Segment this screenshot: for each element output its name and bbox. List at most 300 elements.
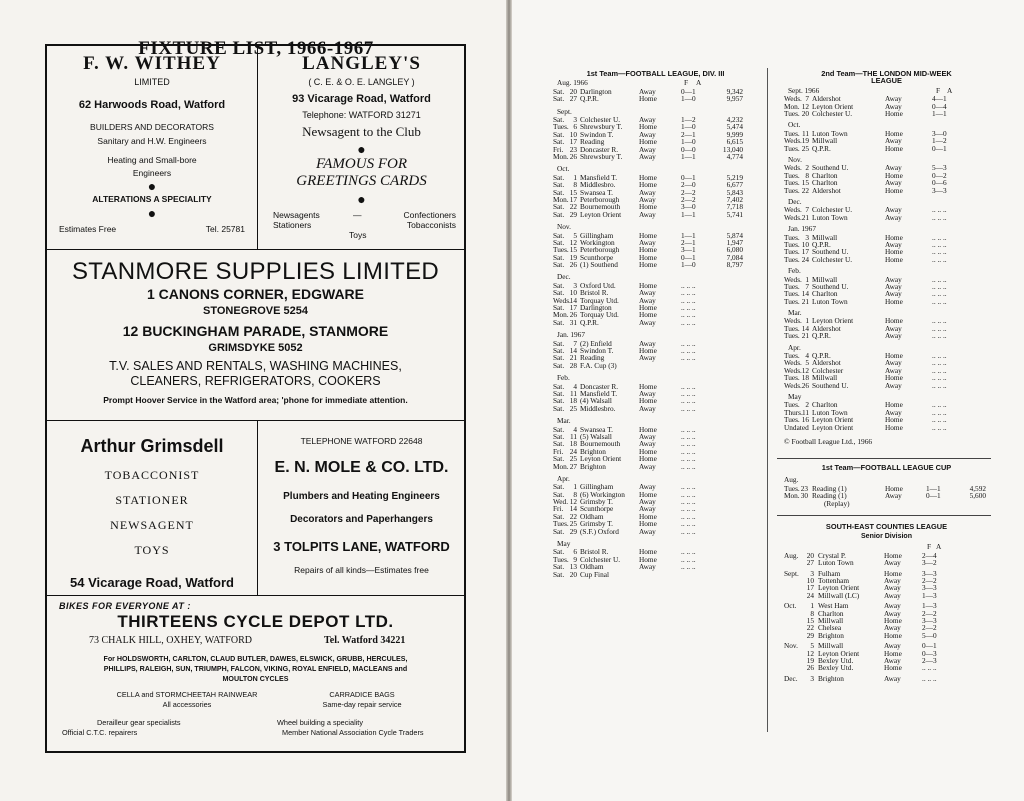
fixture-day: Tues. (784, 415, 800, 425)
fixture-venue: Away (885, 163, 902, 173)
fixture-score: 1—1 (681, 230, 696, 240)
fixture-attendance: 5,474 (726, 122, 743, 132)
fixture-score: 1—0 (681, 137, 696, 147)
fixture-venue: Home (639, 245, 657, 255)
fixture-date: 4 (573, 381, 577, 391)
fixture-venue: Home (885, 351, 903, 361)
fixture-attendance: 7,718 (726, 202, 743, 212)
fixture-venue: Away (639, 338, 656, 348)
fixture-row (553, 319, 758, 326)
column-f-label: F (684, 78, 689, 88)
fixture-attendance: 5,219 (726, 172, 743, 182)
fixture-day: Sat. (553, 338, 565, 348)
thirteens-brands: PHILLIPS, RALEIGH, SUN, TRIUMPH, FALCON, VIKING, ROYAL ENFIELD, MACLEANS and (103, 665, 408, 673)
fixture-date: 17 (569, 303, 577, 313)
thirteens-derailleur: Derailleur gear specialists (97, 718, 181, 727)
first-team-title: 1st Team—FOOTBALL LEAGUE, DIV. III (586, 69, 725, 78)
month-heading: Nov. (788, 154, 802, 164)
fixture-score: 2—2 (681, 187, 696, 197)
fixture-date: 11 (569, 431, 577, 441)
fixture-opponent: Mansfield T. (580, 388, 618, 398)
fixture-venue: Home (884, 568, 902, 578)
fixture-score: 2—4 (922, 550, 937, 560)
fixture-venue: Home (885, 373, 903, 383)
fixture-date: 26 (806, 663, 814, 673)
fixture-attendance: 5,600 (969, 491, 986, 501)
fixture-day: Mon. (784, 491, 800, 501)
fixture-attendance: 7,402 (726, 194, 743, 204)
fixture-date: 17 (806, 583, 814, 593)
fixture-row (553, 528, 758, 535)
month-heading: May (557, 539, 571, 549)
mole-line-1: Plumbers and Heating Engineers (283, 491, 440, 502)
fixture-day: Tues. (553, 122, 569, 132)
south-east-table (784, 543, 989, 682)
fixture-opponent: Luton Town (812, 407, 848, 417)
fixture-date: 29 (569, 209, 577, 219)
column-f-label: F (936, 85, 941, 95)
thirteens-carradice: Same-day repair service (322, 700, 402, 709)
fixture-date: 22 (569, 202, 577, 212)
fixture-venue: Away (885, 407, 902, 417)
fixture-day: Tues. (784, 254, 800, 264)
fixture-date: 26 (801, 380, 809, 390)
month-heading: Aug. 1966 (557, 78, 588, 88)
month-heading: Apr. (788, 342, 801, 352)
month-heading: Dec. (784, 673, 798, 683)
fixture-row (553, 211, 758, 218)
fixture-attendance: 6,080 (726, 245, 743, 255)
league-cup-fixtures (784, 464, 989, 507)
fixture-date: 15 (801, 178, 809, 188)
second-team-title: 2nd Team—THE LONDON MID-WEEK (821, 69, 952, 78)
fixture-opponent: Southend U. (812, 380, 849, 390)
month-heading: Aug. (784, 550, 799, 560)
fixture-row (553, 362, 758, 369)
fixture-venue: Away (885, 178, 902, 188)
grimsdell-line: TOBACCONIST (104, 468, 200, 482)
thirteens-carradice: CARRADICE BAGS (329, 690, 395, 699)
fixture-score: .. .. .. (681, 424, 696, 434)
fixture-opponent: Leyton Orient (818, 583, 860, 593)
fixture-score: 0—2 (932, 170, 947, 180)
fixture-day: Tues. (784, 296, 800, 306)
fixture-venue: Away (885, 274, 902, 284)
month-heading: Sept. (557, 106, 572, 116)
fixture-day: Weds. (784, 380, 802, 390)
fixture-day: Undated (784, 422, 809, 432)
fixture-venue: Home (639, 511, 657, 521)
fixture-score: .. .. .. (681, 303, 696, 313)
fixture-date: 3 (810, 568, 814, 578)
fixture-day: Tues. (784, 281, 800, 291)
fixture-venue: Home (639, 489, 657, 499)
fixture-date: 28 (569, 360, 577, 370)
fixture-score: 3—3 (922, 568, 937, 578)
fixture-opponent: Aldershot (812, 323, 841, 333)
fixture-day: Sat. (553, 424, 565, 434)
fixture-score: 2—2 (681, 194, 696, 204)
fixture-date: 5 (573, 230, 577, 240)
fixture-date: 20 (569, 86, 577, 96)
fixture-opponent: Reading (580, 137, 605, 147)
fixture-score: .. .. .. (932, 351, 947, 361)
fixture-score: .. .. .. (681, 288, 696, 298)
fixture-opponent: Colchester U. (580, 115, 621, 124)
fixture-venue: Away (884, 575, 901, 585)
withey-line: Sanitary and H.W. Engineers (97, 136, 207, 146)
fixture-attendance: 1,947 (726, 237, 743, 247)
fixture-score: .. .. .. (681, 489, 696, 499)
fixture-date: 4 (573, 424, 577, 434)
fixture-day: Thurs. (784, 407, 803, 417)
fixture-opponent: (6) Workington (580, 489, 625, 499)
fixture-day: Sat. (553, 86, 565, 96)
fixture-date: 16 (801, 415, 809, 425)
fixture-venue: Away (639, 209, 656, 219)
fixture-date: 29 (806, 630, 814, 640)
month-heading: Mar. (557, 416, 571, 426)
fixture-day: Tues. (784, 400, 800, 410)
fixture-opponent: (2) Enfield (580, 338, 612, 348)
fixture-date: 14 (569, 346, 577, 355)
fixture-venue: Home (639, 310, 657, 320)
fixture-score: .. .. .. (681, 396, 696, 406)
fixture-opponent: Doncaster R. (580, 144, 619, 154)
fixture-venue: Away (639, 388, 656, 398)
fixture-day: Weds. (784, 274, 802, 284)
fixture-score: .. .. .. (932, 358, 947, 368)
fixture-opponent: Q.P.R. (580, 94, 599, 104)
fixture-opponent: Reading (1) (812, 483, 847, 493)
fixture-opponent: Reading (580, 353, 605, 363)
fixture-opponent: Colchester U. (812, 254, 853, 264)
fixture-venue: Home (639, 303, 657, 313)
fixture-date: 10 (569, 129, 577, 139)
fixture-day: Tues. (784, 109, 800, 118)
fixture-attendance: 8,797 (726, 260, 743, 270)
fixture-day: Weds. (784, 205, 802, 215)
fixture-day: Tues. (553, 245, 569, 255)
month-heading: Nov. (784, 641, 798, 651)
fixture-venue: Away (639, 187, 656, 197)
fixture-score: .. .. .. (681, 280, 696, 290)
fixture-opponent: Brighton (580, 446, 606, 456)
fixture-score: .. .. .. (681, 338, 696, 348)
fixture-score: .. .. .. (681, 439, 696, 449)
fixture-date: 22 (801, 185, 809, 195)
fixture-opponent: Darlington (580, 86, 612, 96)
fixture-opponent: Aldershot (812, 94, 841, 104)
fixture-row (553, 95, 758, 102)
fixture-row (784, 664, 989, 671)
fixture-opponent: Leyton Orient (580, 209, 622, 219)
fixture-score: .. .. .. (922, 673, 937, 683)
fixture-row (784, 110, 989, 117)
fixture-row (784, 214, 989, 221)
fixture-venue: Home (885, 316, 903, 326)
mole-address: 3 TOLPITS LANE, WATFORD (273, 539, 450, 554)
fixture-date: 19 (801, 136, 809, 146)
fixture-venue: Home (639, 346, 657, 355)
month-heading: Oct. (788, 120, 801, 130)
fixture-opponent: Leyton Orient (812, 415, 854, 425)
fixture-day: Sat. (553, 252, 565, 262)
fixture-venue: Home (885, 109, 903, 118)
fixture-day: Sat. (553, 172, 565, 182)
fixture-opponent: Fulham (818, 568, 841, 578)
fixture-score: 1—3 (922, 590, 937, 600)
fixture-opponent: Crystal P. (818, 550, 846, 560)
fixture-score: 3—3 (922, 583, 937, 593)
fixture-opponent: Tottenham (818, 575, 850, 585)
fixture-date: 1 (805, 274, 809, 284)
fixture-venue: Away (885, 491, 902, 501)
fixture-day: Sat. (553, 511, 565, 521)
fixture-score: 0—1 (932, 143, 947, 153)
fixture-score: 1—1 (681, 209, 696, 219)
fixture-score: 0—1 (922, 641, 937, 651)
fixture-opponent: Millwall (812, 373, 838, 383)
fixture-day: Sat. (553, 237, 565, 247)
fixture-day: Sat. (553, 381, 565, 391)
second-team-title: LEAGUE (871, 76, 902, 86)
fixture-date: 31 (569, 317, 577, 327)
fixture-date: 17 (801, 247, 809, 257)
fixture-date: 6 (573, 122, 577, 132)
fixture-opponent: Aldershot (812, 185, 841, 195)
fixture-opponent: Colchester U. (812, 109, 853, 118)
fixture-venue: Home (884, 663, 902, 673)
fixture-opponent: Leyton Orient (812, 316, 854, 326)
fixture-date: 4 (805, 351, 809, 361)
fixture-opponent: Swansea T. (580, 424, 613, 434)
fixture-date: 14 (569, 504, 577, 514)
mole-repairs: Repairs of all kinds—Estimates free (294, 565, 429, 575)
fixture-score: 1—1 (926, 483, 941, 493)
thirteens-brands: For HOLDSWORTH, CARLTON, CLAUD BUTLER, DAWES, ELSWICK, GRUBB, HERCULES, (103, 655, 408, 663)
fixture-venue: Away (884, 601, 901, 611)
fixture-score: .. .. .. (681, 554, 696, 564)
fixture-date: 15 (806, 615, 814, 625)
fixture-score: .. .. .. (932, 373, 947, 383)
fixture-score: .. .. .. (932, 274, 947, 284)
fixture-score: 0—1 (681, 172, 696, 182)
fixture-date: 26 (569, 260, 577, 270)
fixture-score: .. .. .. (932, 232, 947, 242)
fixture-date: 3 (573, 115, 577, 124)
fixture-venue: Away (639, 439, 656, 449)
column-divider (767, 68, 768, 732)
fixture-date: 12 (801, 101, 809, 111)
fixture-venue: Away (884, 623, 901, 633)
fixture-day: Sat. (553, 388, 565, 398)
fixture-date: 8 (573, 180, 577, 190)
fixture-opponent: F.A. Cup (3) (580, 360, 617, 370)
fixture-day: Tues. (784, 143, 800, 153)
fixture-opponent: Torquay Utd. (580, 295, 619, 305)
fixture-day: Mon. (553, 310, 569, 320)
langley-dash: — (353, 210, 362, 220)
fixture-venue: Away (884, 641, 901, 651)
fixture-score: .. .. .. (681, 353, 696, 363)
month-heading: Apr. (557, 473, 570, 483)
fixture-opponent: Leyton Orient (818, 648, 860, 658)
fixture-day: Sat. (553, 403, 565, 413)
month-heading: Dec. (788, 196, 802, 206)
fixture-date: 22 (806, 623, 814, 633)
column-a-label: A (696, 78, 702, 88)
fixture-score: 1—0 (681, 122, 696, 132)
fixture-date: 21 (801, 212, 809, 222)
fixture-date: 8 (573, 489, 577, 499)
fixture-venue: Home (639, 202, 657, 212)
fixture-attendance: 5,874 (726, 230, 743, 240)
fixture-opponent: Charlton (812, 178, 838, 188)
fixture-venue: Away (885, 101, 902, 111)
thirteens-name: THIRTEENS CYCLE DEPOT LTD. (117, 612, 394, 631)
fixture-date: 27 (569, 94, 577, 104)
fixture-day: Weds. (784, 212, 802, 222)
fixture-venue: Away (639, 295, 656, 305)
fixture-score: .. .. .. (932, 281, 947, 291)
fixture-date: 25 (569, 454, 577, 464)
fixture-day: Sat. (553, 489, 565, 499)
fixture-venue: Home (885, 170, 903, 180)
fixture-venue: Home (639, 519, 657, 529)
stanmore-service: Prompt Hoover Service in the Watford area; 'phone for immediate attention. (103, 395, 408, 405)
divider (257, 420, 258, 595)
fixture-opponent: Darlington (580, 303, 612, 313)
grimsdell-line: NEWSAGENT (110, 518, 194, 532)
fixture-date: 15 (569, 245, 577, 255)
fixture-day: Sat. (553, 137, 565, 147)
fixture-date: 7 (805, 281, 809, 291)
month-heading: Sept. 1966 (788, 85, 820, 95)
fixture-opponent: Peterborough (580, 194, 620, 204)
fixture-score: .. .. .. (681, 461, 696, 471)
fixture-date: 12 (569, 497, 577, 507)
month-heading: Oct. (784, 601, 797, 611)
fixture-row (553, 261, 758, 268)
fixture-opponent: Colchester U. (812, 205, 853, 215)
grimsdell-line: TOYS (134, 543, 170, 557)
withey-tel: Tel. 25781 (205, 224, 245, 234)
fixture-opponent: Charlton (812, 289, 838, 299)
fixture-venue: Home (639, 94, 657, 104)
fixture-day: Weds. (784, 358, 802, 368)
fixture-row (784, 187, 989, 194)
fixture-date: 18 (569, 439, 577, 449)
fixture-day: Sat. (553, 439, 565, 449)
fixture-score: 0—1 (926, 491, 941, 501)
fixture-day: Tues. (784, 289, 800, 299)
fixture-day: Sat. (553, 209, 565, 219)
fixture-opponent: Gillingham (580, 230, 614, 240)
fixture-venue: Away (639, 86, 656, 96)
fixture-score: .. .. .. (681, 454, 696, 464)
fixture-day: Tues. (784, 323, 800, 333)
langley-greetings: GREETINGS CARDS (296, 173, 427, 189)
fixture-date: 27 (806, 558, 814, 568)
fixture-date: 17 (569, 137, 577, 147)
fixture-opponent: Millwall (812, 136, 838, 146)
fixture-venue: Home (639, 122, 657, 132)
fixture-date: 7 (573, 338, 577, 348)
fixture-opponent: Leyton Orient (580, 454, 622, 464)
fixture-day: Sat. (553, 230, 565, 240)
fixture-day: Sat. (553, 547, 565, 557)
fixture-opponent: West Ham (818, 601, 849, 611)
fixture-score: .. .. .. (681, 446, 696, 456)
fixture-venue: Away (885, 365, 902, 375)
fixture-day: Tues. (784, 170, 800, 180)
fixture-opponent: Millwall (812, 232, 838, 242)
stanmore-advert (47, 251, 464, 419)
fixture-date: 23 (569, 144, 577, 154)
fixture-opponent: Torquay Utd. (580, 310, 619, 320)
fixture-venue: Away (885, 331, 902, 341)
thirteens-tagline: BIKES FOR EVERYONE AT : (59, 601, 191, 611)
mole-line-2: Decorators and Paperhangers (290, 514, 433, 525)
fixture-venue: Away (639, 317, 656, 327)
fixture-date: 24 (806, 590, 814, 600)
fixture-opponent: Brighton (580, 461, 606, 471)
fixture-score: 2—2 (922, 623, 937, 633)
grimsdell-address: 54 Vicarage Road, Watford (70, 575, 234, 590)
fixture-opponent: Middlesbro. (580, 403, 616, 413)
fixture-opponent: Luton Town (812, 212, 848, 222)
fixture-date: 25 (801, 143, 809, 153)
fixture-day: Sat. (553, 482, 565, 492)
fixture-opponent: Bournemouth (580, 202, 621, 212)
fixture-score: 2—1 (681, 237, 696, 247)
fixture-score: .. .. .. (922, 663, 937, 673)
fixture-venue: Home (885, 247, 903, 257)
fixture-score: 1—3 (922, 601, 937, 611)
fixture-date: 12 (569, 237, 577, 247)
fixture-score: .. .. .. (681, 317, 696, 327)
fixture-date: 21 (801, 296, 809, 306)
fixture-venue: Away (885, 281, 902, 291)
fixture-score: 1—2 (932, 136, 947, 146)
fixture-date: 2 (805, 163, 809, 173)
fixture-opponent: Bristol R. (580, 547, 609, 557)
fixture-opponent: Mansfield T. (580, 172, 618, 182)
fixture-opponent: Leyton Orient (812, 101, 854, 111)
fixture-venue: Home (639, 454, 657, 464)
fixture-row (784, 298, 989, 305)
fixture-venue: Home (639, 137, 657, 147)
fixture-opponent: Reading (1) (812, 491, 847, 501)
fixture-date: 11 (569, 388, 577, 398)
fixture-opponent: Gillingham (580, 482, 614, 492)
column-a-label: A (936, 541, 942, 551)
fixture-date: 10 (569, 288, 577, 298)
fixture-score: .. .. .. (681, 482, 696, 492)
fixture-opponent: Oldham (580, 562, 604, 572)
fixture-score: 2—2 (922, 608, 937, 618)
fixture-day: Tues. (553, 554, 569, 564)
fixture-row (784, 382, 989, 389)
fixture-venue: Home (639, 180, 657, 190)
fixture-score: .. .. .. (932, 254, 947, 264)
fixture-day: Tues. (784, 128, 800, 138)
fixture-opponent: Millwall (818, 641, 844, 651)
fixture-day: Sat. (553, 569, 565, 579)
bullet-icon: ● (357, 191, 366, 207)
withey-name: F. W. WITHEY (83, 53, 221, 74)
